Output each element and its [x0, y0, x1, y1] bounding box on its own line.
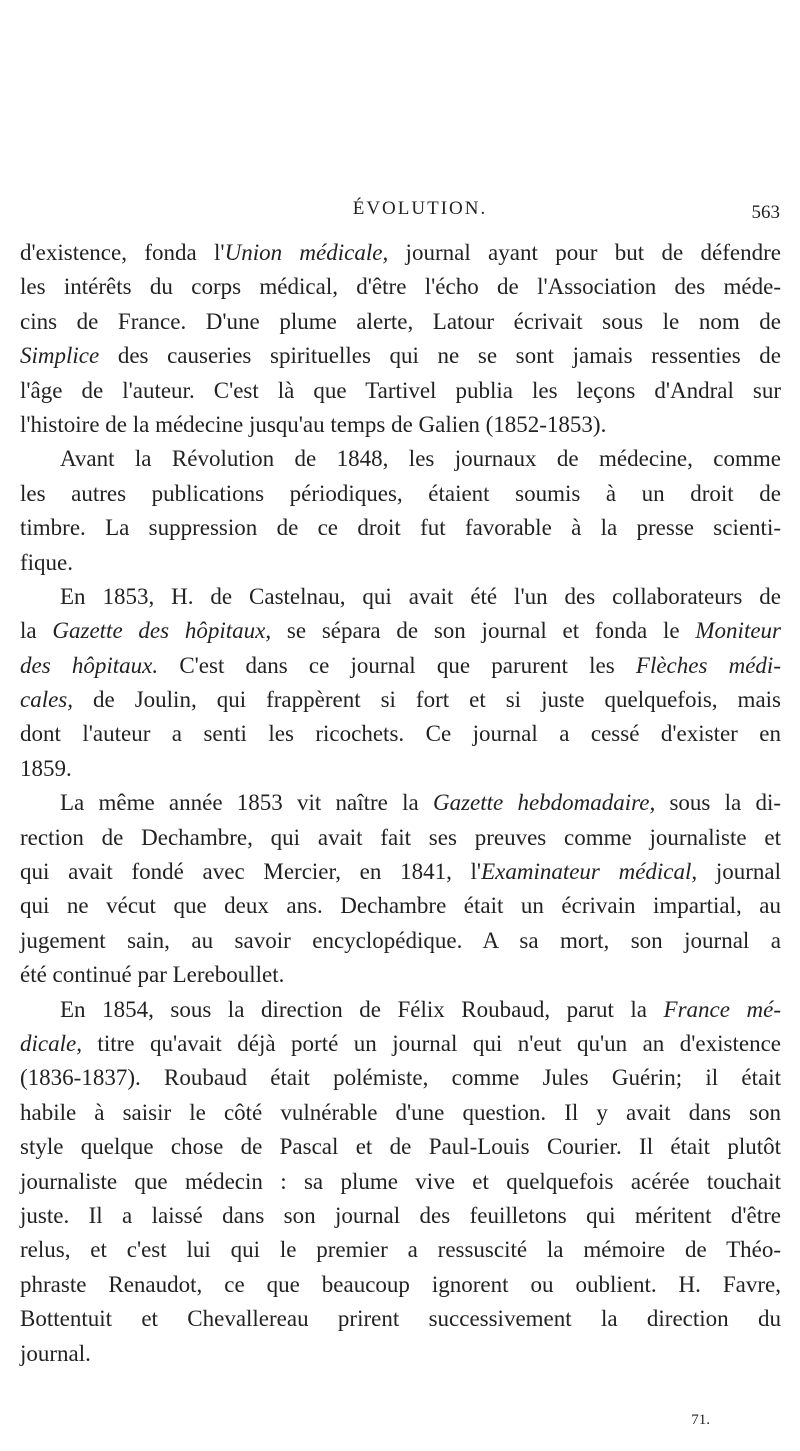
text-segment: Bottentuit et Chevallereau prirent successivement la direction du: [20, 1306, 781, 1332]
text-line: [20, 408, 781, 442]
text-line: [20, 821, 781, 855]
text-line: [20, 683, 781, 717]
running-title: ÉVOLUTION.: [352, 198, 488, 219]
text-segment: été continué par Lereboullet.: [20, 962, 285, 988]
text-segment: 1859.: [20, 755, 72, 781]
text-line: [20, 236, 781, 270]
text-line: [20, 1337, 781, 1371]
text-line: [20, 924, 781, 958]
text-line: [20, 649, 781, 683]
text-segment: (1836-1837). Roubaud était polémiste, comme Jules Guérin; il était: [20, 1065, 781, 1091]
text-segment: des causeries spirituelles qui ne se sont jamais ressenties de: [99, 343, 781, 369]
text-segment: les autres publications périodiques, étaient soumis à un droit de: [20, 480, 781, 506]
text-segment: fique.: [20, 549, 74, 575]
text-line: [20, 614, 781, 648]
text-segment: qui avait fondé avec Mercier, en 1841, l': [20, 859, 482, 885]
text-line: [20, 1199, 781, 1233]
text-line: [20, 1302, 781, 1336]
italic-title: cales,: [20, 687, 74, 713]
text-segment: jugement sain, au savoir encyclopédique. A sa mort, son journal a: [20, 927, 781, 953]
text-segment: style quelque chose de Pascal et de Paul-Louis Courier. Il était plutôt: [20, 1134, 781, 1160]
italic-title: Simplice: [20, 343, 100, 369]
text-line: [20, 1165, 781, 1199]
text-segment: journal.: [20, 1340, 91, 1366]
text-segment: journal: [697, 859, 781, 885]
text-segment: En 1853, H. de Castelnau, qui avait été l'un des collaborateurs de: [60, 583, 781, 609]
text-segment: qui ne vécut que deux ans. Dechambre était un écrivain impartial, au: [20, 893, 781, 919]
text-line: [20, 374, 781, 408]
italic-title: Flèches médi-: [635, 652, 781, 678]
italic-title: France mé-: [663, 996, 781, 1022]
text-segment: la: [20, 618, 53, 644]
text-segment: journal ayant pour but de défendre: [388, 240, 781, 265]
text-line: [20, 1061, 781, 1095]
italic-title: Union médicale,: [224, 240, 389, 265]
text-line: [20, 546, 781, 580]
text-line: [20, 717, 781, 751]
text-line: [20, 958, 781, 992]
text-line: [20, 477, 781, 511]
italic-title: dicale,: [20, 1030, 82, 1056]
text-segment: journaliste que médecin : sa plume vive et quelquefois acérée touchait: [20, 1168, 781, 1194]
text-segment: phraste Renaudot, ce que beaucoup ignorent ou oublient. H. Favre,: [20, 1271, 781, 1297]
text-line: [20, 1096, 781, 1130]
italic-title: Examinateur médical,: [481, 859, 698, 885]
text-segment: En 1854, sous la direction de Félix Roubaud, parut la: [60, 996, 664, 1022]
text-segment: rection de Dechambre, qui avait fait ses preuves comme journaliste et: [20, 824, 781, 850]
text-segment: La même année 1853 vit naître la: [60, 790, 433, 816]
text-segment: habile à saisir le côté vulnérable d'une question. Il y avait dans son: [20, 1099, 781, 1125]
text-segment: cins de France. D'une plume alerte, Latour écrivait sous le nom de: [20, 308, 781, 334]
text-segment: l'âge de l'auteur. C'est là que Tartivel publia les leçons d'Andral sur: [20, 377, 781, 403]
printer-signature-mark: 71.: [691, 1412, 710, 1428]
text-segment: titre qu'avait déjà porté un journal qui n'eut qu'un an d'existence: [81, 1030, 781, 1056]
text-segment: timbre. La suppression de ce droit fut favorable à la presse scienti-: [20, 515, 781, 541]
text-line: [20, 270, 781, 304]
page-number: 563: [751, 202, 780, 223]
text-segment: dont l'auteur a senti les ricochets. Ce journal a cessé d'exister en: [20, 721, 781, 747]
text-segment: d'existence, fonda l': [20, 240, 225, 265]
text-segment: sous la di-: [655, 790, 781, 816]
text-segment: Avant la Révolution de 1848, les journaux de médecine, comme: [60, 446, 781, 472]
italic-title: des hôpitaux.: [20, 652, 159, 678]
text-segment: l'histoire de la médecine jusqu'au temps de Galien (1852-1853).: [20, 411, 607, 437]
text-line: [20, 889, 781, 923]
italic-title: Gazette hebdomadaire,: [432, 790, 656, 816]
text-segment: juste. Il a laissé dans son journal des feuilletons qui méritent d'être: [20, 1202, 781, 1228]
text-line: [20, 305, 781, 339]
italic-title: Moniteur: [695, 618, 781, 644]
body-text: [20, 236, 781, 1371]
text-line: [20, 1233, 781, 1267]
text-segment: relus, et c'est lui qui le premier a ressuscité la mémoire de Théo-: [20, 1237, 781, 1263]
text-line: [20, 580, 781, 614]
running-head: [20, 198, 780, 228]
text-line: [20, 752, 781, 786]
text-segment: C'est dans ce journal que parurent les: [158, 652, 636, 678]
text-line: [20, 1268, 781, 1302]
text-segment: se sépara de son journal et fonda le: [271, 618, 696, 644]
text-segment: les intérêts du corps médical, d'être l'écho de l'Association des méde-: [20, 274, 781, 300]
text-line: [20, 855, 781, 889]
italic-title: Gazette des hôpitaux,: [52, 618, 272, 644]
text-line: [20, 1130, 781, 1164]
text-line: [20, 1027, 781, 1061]
text-line: [20, 339, 781, 373]
text-line: [20, 442, 781, 476]
text-line: [20, 786, 781, 820]
text-segment: de Joulin, qui frappèrent si fort et si juste quelquefois, mais: [73, 687, 781, 713]
text-line: [20, 511, 781, 545]
text-line: [20, 993, 781, 1027]
